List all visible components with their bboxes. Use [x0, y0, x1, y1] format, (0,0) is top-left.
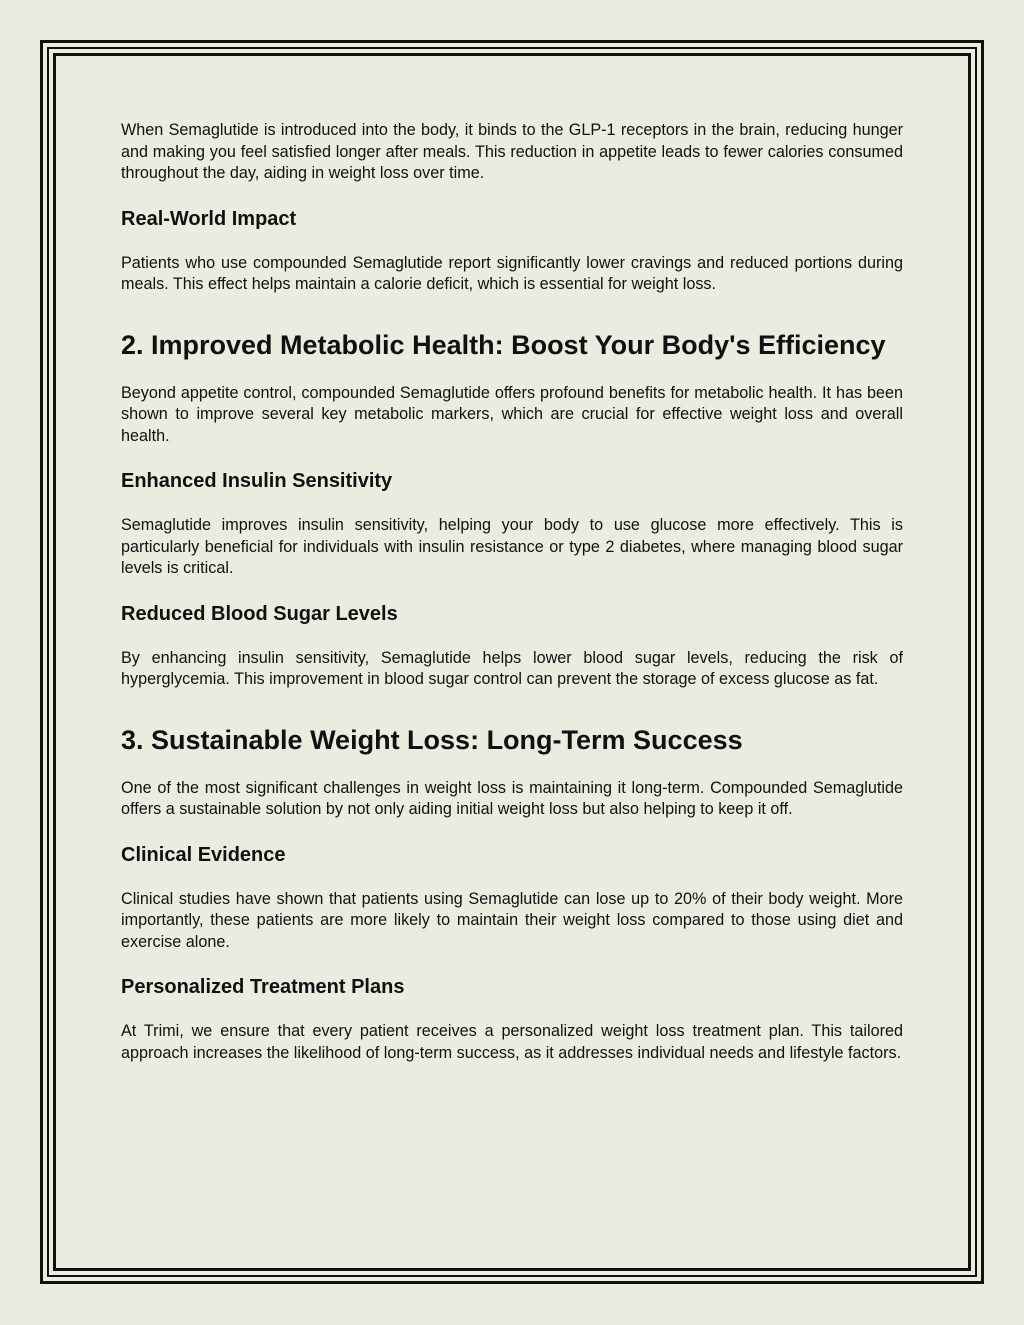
paragraph-sustainable-weight-loss: One of the most significant challenges in weight loss is maintaining it long-term. Compounded Semaglutide offers a sustainable solution by not only aiding initial weight loss but also helping to keep it off. [121, 778, 903, 818]
heading-insulin-sensitivity: Enhanced Insulin Sensitivity [121, 470, 393, 492]
paragraph-personalized-plans: At Trimi, we ensure that every patient receives a personalized weight loss treatment plan. This tailored approach increases the likelihood of long-term success, as it addresses individual needs and lifestyle factors. [121, 1022, 903, 1062]
paragraph-metabolic-health: Beyond appetite control, compounded Semaglutide offers profound benefits for metabolic health. It has been shown to improve several key metabolic markers, which are crucial for effective weight loss and overall health. [121, 383, 903, 445]
document-body [121, 120, 903, 1086]
heading-real-world-impact: Real-World Impact [121, 207, 297, 230]
paragraph-clinical-evidence: Clinical studies have shown that patients using Semaglutide can lose up to 20% of their body weight. More importantly, these patients are more likely to maintain their weight loss compared to those using diet and exercise alone. [121, 889, 903, 951]
intro-paragraph: When Semaglutide is introduced into the body, it binds to the GLP-1 receptors in the brain, reducing hunger and making you feel satisfied longer after meals. This reduction in appetite leads to fewer calories consumed throughout the day, aiding in weight loss over time. [121, 121, 903, 182]
section-heading-sustainable-weight-loss: 3. Sustainable Weight Loss: Long-Term Success [121, 724, 743, 755]
heading-blood-sugar: Reduced Blood Sugar Levels [121, 602, 398, 625]
heading-clinical-evidence: Clinical Evidence [121, 843, 286, 866]
paragraph-real-world-impact: Patients who use compounded Semaglutide report significantly lower cravings and reduced portions during meals. This effect helps maintain a calorie deficit, which is essential for weight loss. [121, 253, 903, 293]
paragraph-blood-sugar: By enhancing insulin sensitivity, Semaglutide helps lower blood sugar levels, reducing the risk of hyperglycemia. This improvement in blood sugar control can prevent the storage of excess glucose as fat. [121, 648, 903, 688]
section-heading-metabolic-health: 2. Improved Metabolic Health: Boost Your Body's Efficiency [121, 329, 886, 360]
paragraph-insulin-sensitivity: Semaglutide improves insulin sensitivity, helping your body to use glucose more effectively. This is particularly beneficial for individuals with insulin resistance or type 2 diabetes, where managing blood sugar levels is critical. [121, 516, 903, 577]
heading-personalized-plans: Personalized Treatment Plans [121, 976, 405, 998]
